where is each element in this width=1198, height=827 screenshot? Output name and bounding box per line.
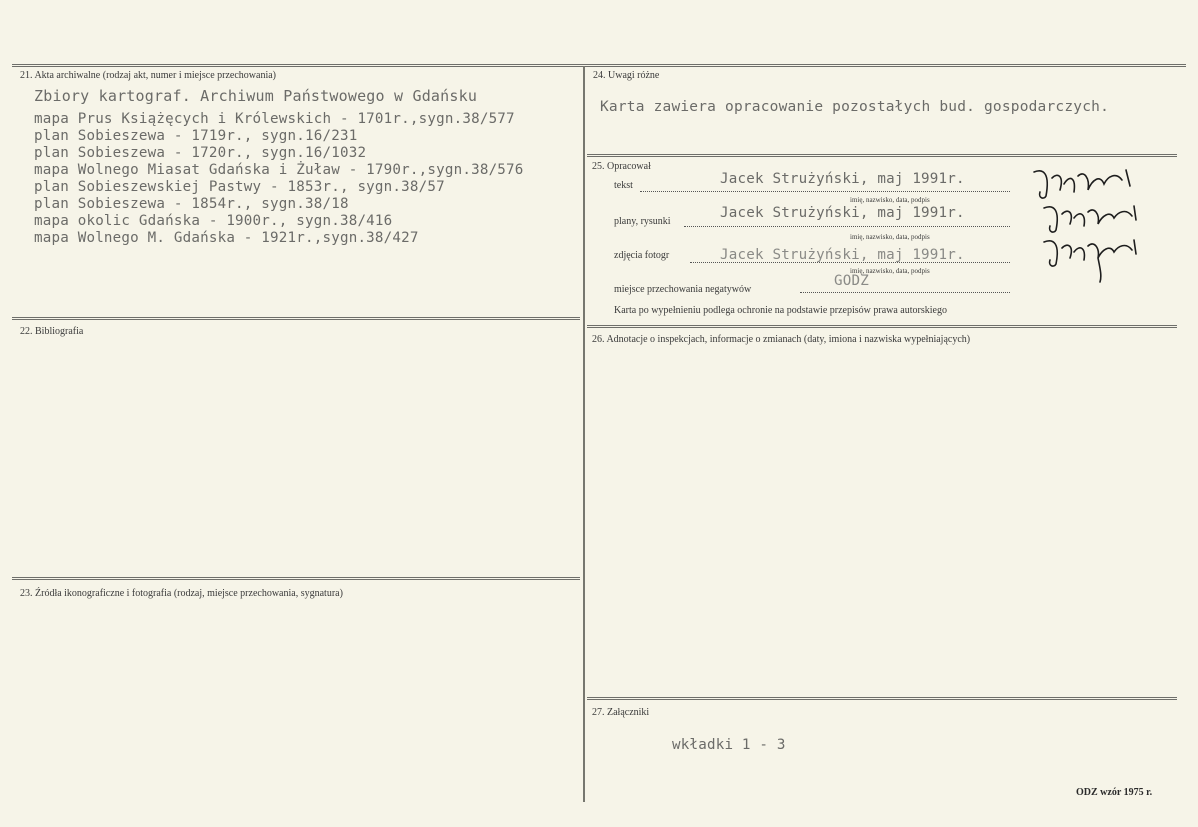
drawings-caption: imię, nazwisko, data, podpis	[850, 233, 930, 241]
signature-text	[1030, 166, 1140, 202]
photos-author: Jacek Strużyński, maj 1991r.	[720, 247, 965, 263]
negatives-location: GODZ	[834, 273, 869, 289]
divider-21-22	[12, 317, 580, 320]
archive-line-0: Zbiory kartograf. Archiwum Państwowego w Gdańsku	[34, 87, 478, 105]
text-author: Jacek Strużyński, maj 1991r.	[720, 171, 965, 187]
archive-line-6: plan Sobieszewa - 1854r., sygn.38/18	[34, 196, 349, 212]
archive-line-5: plan Sobieszewskiej Pastwy - 1853r., sygn.38/57	[34, 179, 445, 195]
text-caption: imię, nazwisko, data, podpis	[850, 196, 930, 204]
divider-25-26	[587, 325, 1177, 328]
photos-label: zdjęcia fotogr	[614, 250, 670, 261]
archive-line-3: plan Sobieszewa - 1720r., sygn.16/1032	[34, 145, 367, 161]
attachments-value: wkładki 1 - 3	[672, 737, 786, 753]
divider-22-23	[12, 577, 580, 580]
negatives-dotted-line	[800, 292, 1010, 293]
archive-line-8: mapa Wolnego M. Gdańska - 1921r.,sygn.38/427	[34, 230, 419, 246]
drawings-author: Jacek Strużyński, maj 1991r.	[720, 205, 965, 221]
drawings-label: plany, rysunki	[614, 216, 671, 227]
text-label: tekst	[614, 180, 633, 191]
divider-24-25	[587, 154, 1177, 157]
remarks-text: Karta zawiera opracowanie pozostałych bud. gospodarczych.	[600, 99, 1109, 115]
section-25-label: 25. Opracował	[592, 161, 651, 172]
form-number: ODZ wzór 1975 r.	[1076, 787, 1153, 798]
section-22-label: 22. Bibliografia	[20, 326, 84, 337]
section-26-label: 26. Adnotacje o inspekcjach, informacje o zmianach (daty, imiona i nazwiska wypełniających)	[592, 334, 971, 345]
archive-line-1: mapa Prus Książęcych i Królewskich - 1701r.,sygn.38/577	[34, 111, 515, 127]
signature-drawings	[1040, 202, 1140, 236]
photos-caption: imię, nazwisko, data, podpis	[850, 267, 930, 275]
negatives-label: miejsce przechowania negatywów	[614, 284, 752, 295]
text-dotted-line	[640, 191, 1010, 192]
drawings-dotted-line	[684, 226, 1010, 227]
section-24-label: 24. Uwagi różne	[593, 70, 660, 81]
center-divider	[583, 66, 585, 802]
archive-line-7: mapa okolic Gdańska - 1900r., sygn.38/416	[34, 213, 393, 229]
section-23-label: 23. Źródła ikonograficzne i fotografia (rodzaj, miejsce przechowania, sygnatura)	[20, 588, 343, 599]
archive-line-4: mapa Wolnego Miasat Gdańska i Żuław - 1790r.,sygn.38/576	[34, 162, 524, 178]
archive-line-2: plan Sobieszewa - 1719r., sygn.16/231	[34, 128, 358, 144]
copyright-note: Karta po wypełnieniu podlega ochronie na podstawie przepisów prawa autorskiego	[614, 305, 947, 316]
top-border	[12, 64, 1186, 67]
divider-26-27	[587, 697, 1177, 700]
signature-photos	[1040, 236, 1140, 284]
section-27-label: 27. Załączniki	[592, 707, 650, 718]
photos-dotted-line	[690, 262, 1010, 263]
section-21-label: 21. Akta archiwalne (rodzaj akt, numer i miejsce przechowania)	[20, 70, 277, 81]
